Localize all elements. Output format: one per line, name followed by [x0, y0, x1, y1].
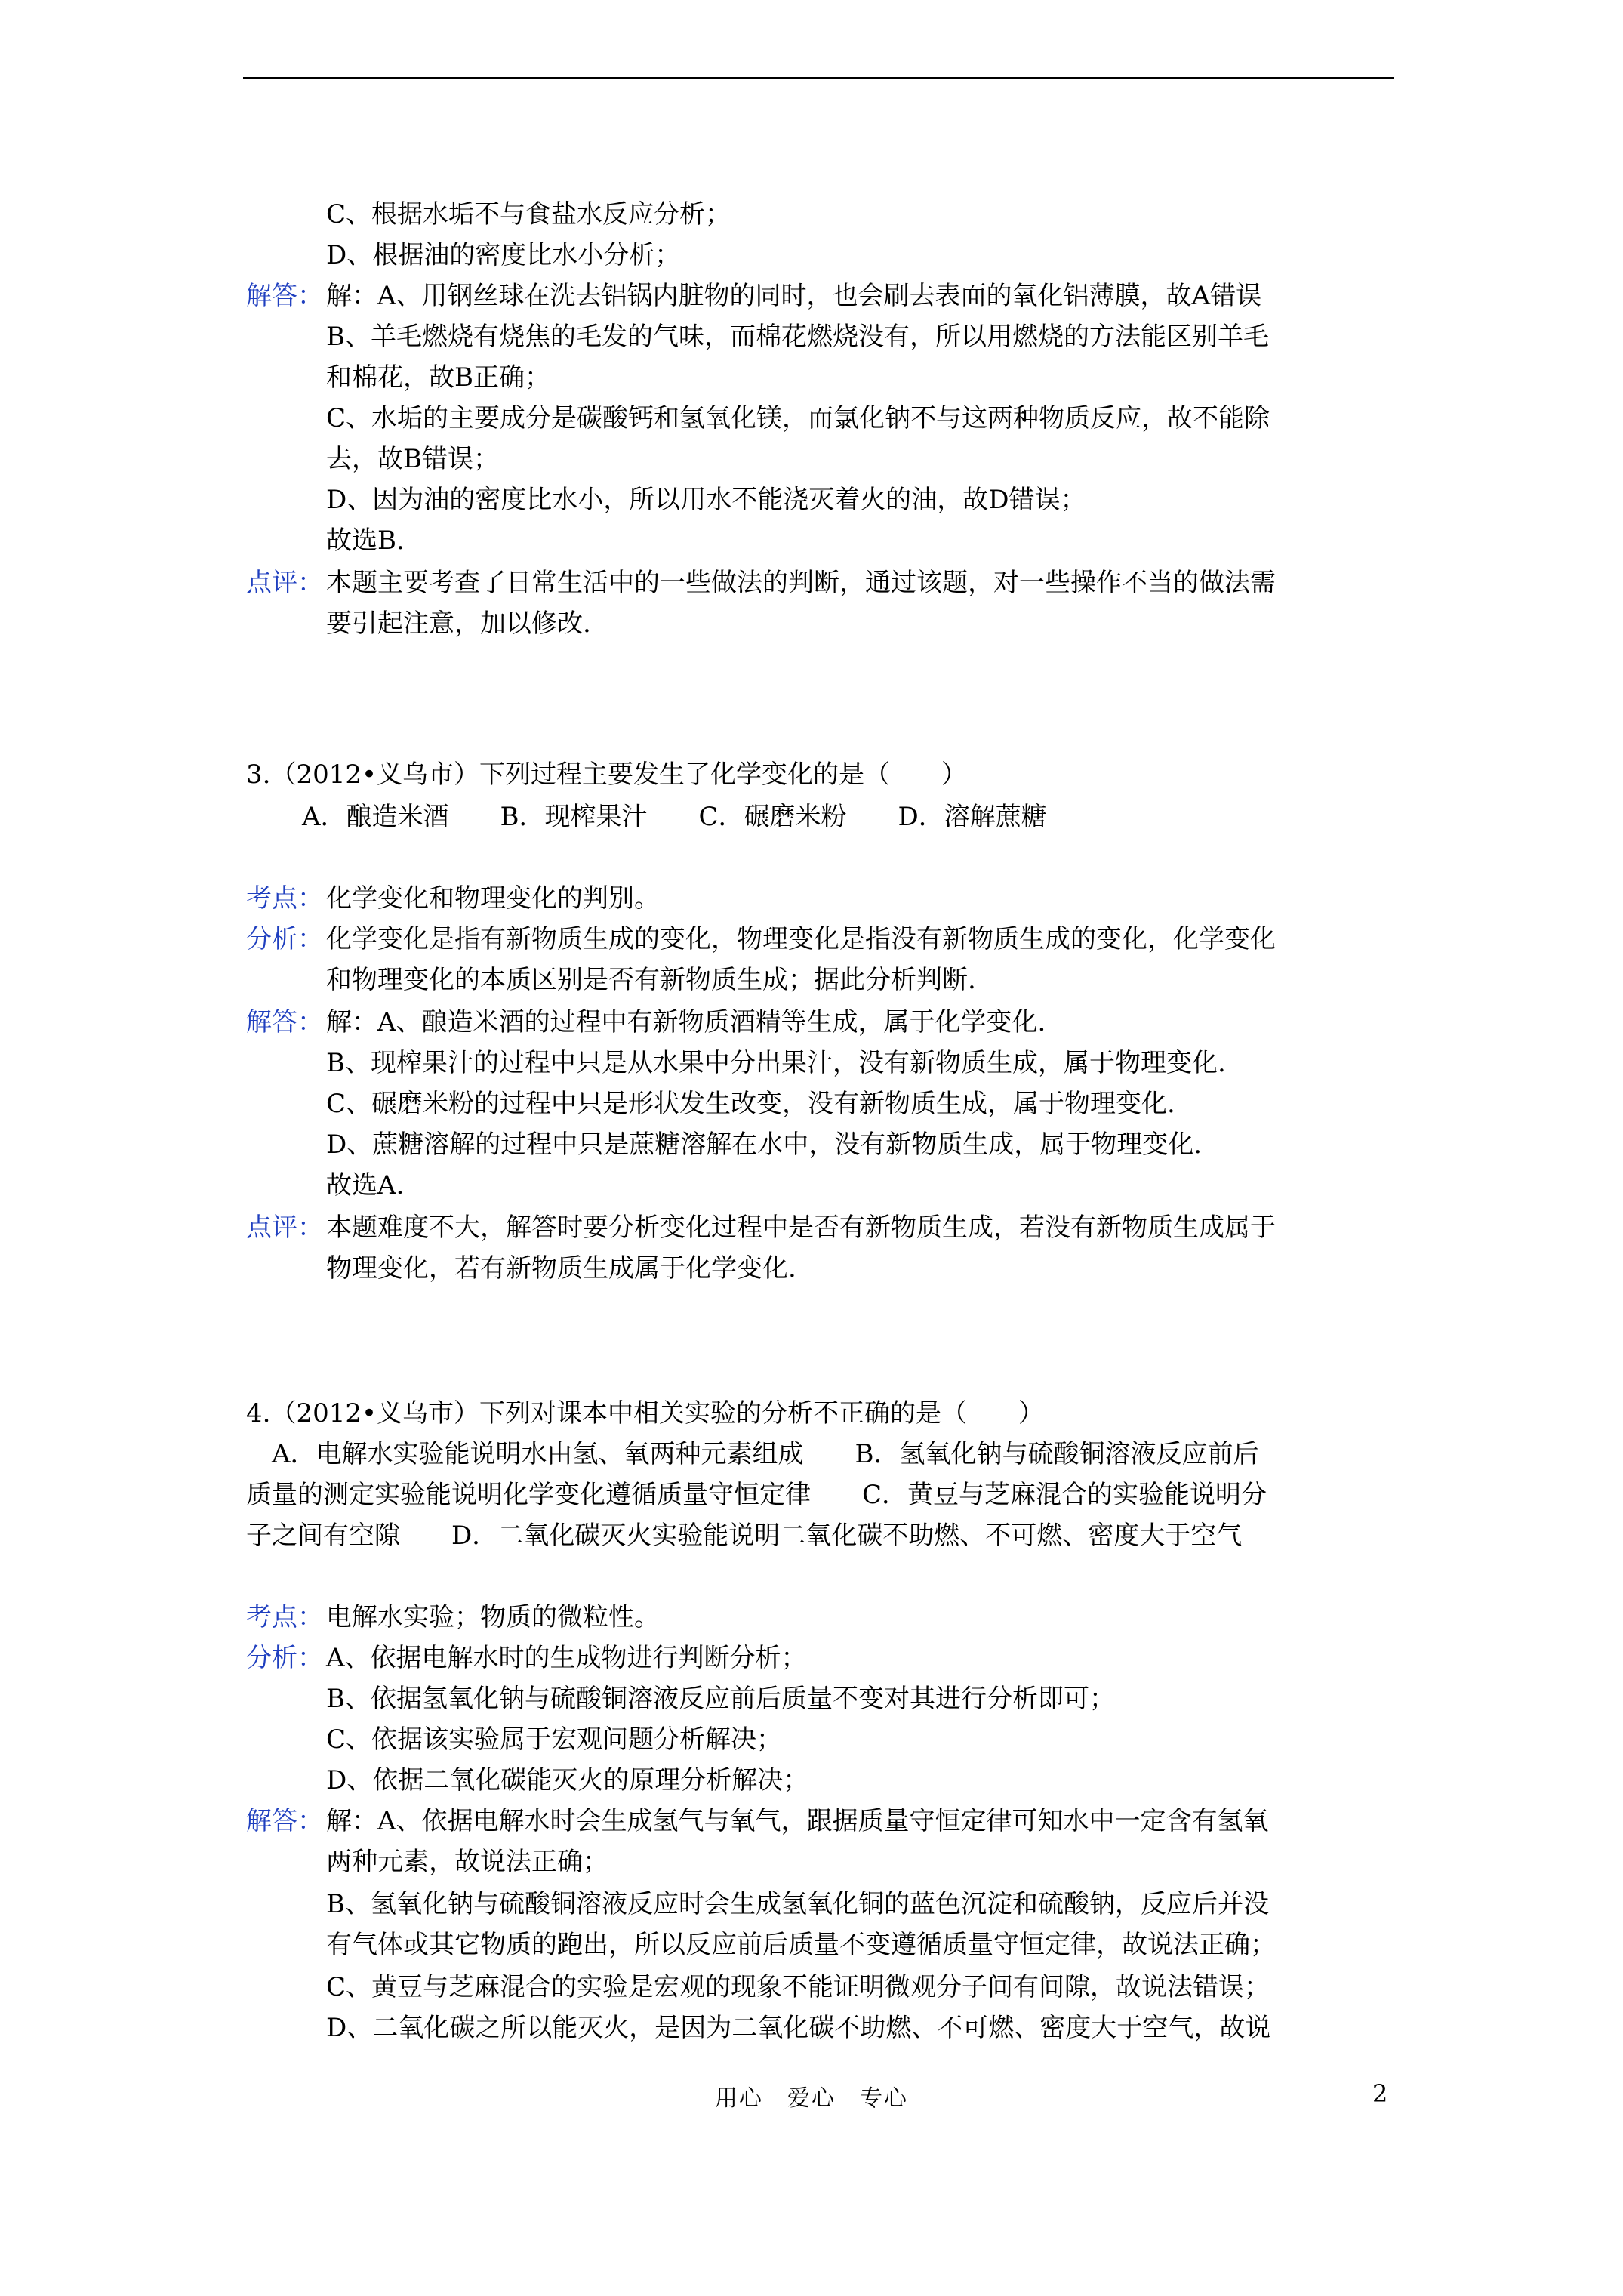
q4-options-line: 子之间有空隙 D．二氧化碳灭火实验能说明二氧化碳不助燃、不可燃、密度大于空气 — [246, 1521, 1243, 1551]
header-rule — [243, 77, 1394, 79]
q3-fenxi-line: 和物理变化的本质区别是否有新物质生成；据此分析判断. — [326, 965, 976, 995]
q4-jieda-line: D、二氧化碳之所以能灭火，是因为二氧化碳不助燃、不可燃、密度大于空气，故说 — [326, 2013, 1271, 2043]
analysis-d-line: D、根据油的密度比水小分析； — [326, 240, 681, 270]
q3-fenxi-label: 分析： — [246, 924, 323, 954]
q4-fenxi-line: B、依据氢氧化钠与硫酸铜溶液反应前后质量不变对其进行分析即可； — [326, 1684, 1115, 1714]
answer-line: 去，故B错误； — [326, 444, 499, 474]
q4-jieda-label: 解答： — [246, 1806, 323, 1836]
comment-line: 要引起注意，加以修改. — [326, 609, 591, 639]
q3-dianping-label: 点评： — [246, 1213, 323, 1243]
q3-jieda-line: D、蔗糖溶解的过程中只是蔗糖溶解在水中，没有新物质生成，属于物理变化. — [326, 1130, 1203, 1160]
q4-fenxi-label: 分析： — [246, 1643, 323, 1673]
answer-line: B、羊毛燃烧有烧焦的毛发的气味，而棉花燃烧没有，所以用燃烧的方法能区别羊毛 — [326, 322, 1269, 352]
q3-options: A．酿造米酒 B．现榨果汁 C．碾磨米粉 D．溶解蔗糖 — [302, 802, 1047, 832]
answer-line: C、水垢的主要成分是碳酸钙和氢氧化镁，而氯化钠不与这两种物质反应，故不能除 — [326, 403, 1270, 433]
q3-jieda-label: 解答： — [246, 1007, 323, 1037]
comment-line: 本题主要考查了日常生活中的一些做法的判断，通过该题，对一些操作不当的做法需 — [326, 568, 1276, 598]
q4-fenxi-line: C、依据该实验属于宏观问题分析解决； — [326, 1724, 783, 1755]
q4-fenxi-line: A、依据电解水时的生成物进行判断分析； — [326, 1643, 807, 1673]
comment-label: 点评： — [246, 568, 323, 598]
answer-label: 解答： — [246, 281, 323, 311]
answer-line: 和棉花，故B正确； — [326, 362, 550, 393]
q3-stem: 3.（2012•义乌市）下列过程主要发生了化学变化的是（ ） — [246, 760, 968, 790]
q3-jieda-line: C、碾磨米粉的过程中只是形状发生改变，没有新物质生成，属于物理变化. — [326, 1089, 1175, 1119]
q3-jieda-line: 故选A. — [326, 1170, 405, 1200]
page-footer: 用心 爱心 专心 — [715, 2085, 908, 2112]
q3-kaodian: 化学变化和物理变化的判别。 — [326, 883, 660, 914]
q4-jieda-line: 解：A、依据电解水时会生成氢气与氧气，跟据质量守恒定律可知水中一定含有氢氧 — [326, 1806, 1269, 1836]
answer-line: 解：A、用钢丝球在洗去铝锅内脏物的同时，也会刷去表面的氧化铝薄膜，故A错误 — [326, 281, 1262, 311]
q4-kaodian: 电解水实验；物质的微粒性。 — [326, 1602, 660, 1632]
q3-kaodian-label: 考点： — [246, 883, 323, 914]
analysis-c-line: C、根据水垢不与食盐水反应分析； — [326, 199, 731, 230]
q3-dianping-line: 本题难度不大，解答时要分析变化过程中是否有新物质生成，若没有新物质生成属于 — [326, 1213, 1276, 1243]
q3-fenxi-line: 化学变化是指有新物质生成的变化，物理变化是指没有新物质生成的变化，化学变化 — [326, 924, 1276, 954]
q4-jieda-line: 两种元素，故说法正确； — [326, 1847, 608, 1877]
q3-jieda-line: 解：A、酿造米酒的过程中有新物质酒精等生成，属于化学变化. — [326, 1007, 1046, 1037]
q3-dianping-line: 物理变化，若有新物质生成属于化学变化. — [326, 1253, 796, 1284]
q4-jieda-line: B、氢氧化钠与硫酸铜溶液反应时会生成氢氧化铜的蓝色沉淀和硫酸钠，反应后并没 — [326, 1889, 1269, 1919]
answer-line: D、因为油的密度比水小，所以用水不能浇灭着火的油，故D错误； — [326, 485, 1086, 515]
q4-jieda-line: C、黄豆与芝麻混合的实验是宏观的现象不能证明微观分子间有间隙，故说法错误； — [326, 1972, 1270, 2002]
answer-line: 故选B. — [326, 525, 405, 556]
q4-stem: 4.（2012•义乌市）下列对课本中相关实验的分析不正确的是（ ） — [246, 1398, 1045, 1428]
q4-jieda-line: 有气体或其它物质的跑出，所以反应前后质量不变遵循质量守恒定律，故说法正确； — [326, 1930, 1276, 1960]
q3-jieda-line: B、现榨果汁的过程中只是从水果中分出果汁，没有新物质生成，属于物理变化. — [326, 1048, 1226, 1078]
q4-kaodian-label: 考点： — [246, 1602, 323, 1632]
q4-options-line: 质量的测定实验能说明化学变化遵循质量守恒定律 C．黄豆与芝麻混合的实验能说明分 — [246, 1480, 1267, 1510]
page-number: 2 — [1372, 2079, 1388, 2108]
q4-options-line: A．电解水实验能说明水由氢、氧两种元素组成 B．氢氧化钠与硫酸铜溶液反应前后 — [246, 1439, 1259, 1469]
q4-fenxi-line: D、依据二氧化碳能灭火的原理分析解决； — [326, 1765, 809, 1795]
